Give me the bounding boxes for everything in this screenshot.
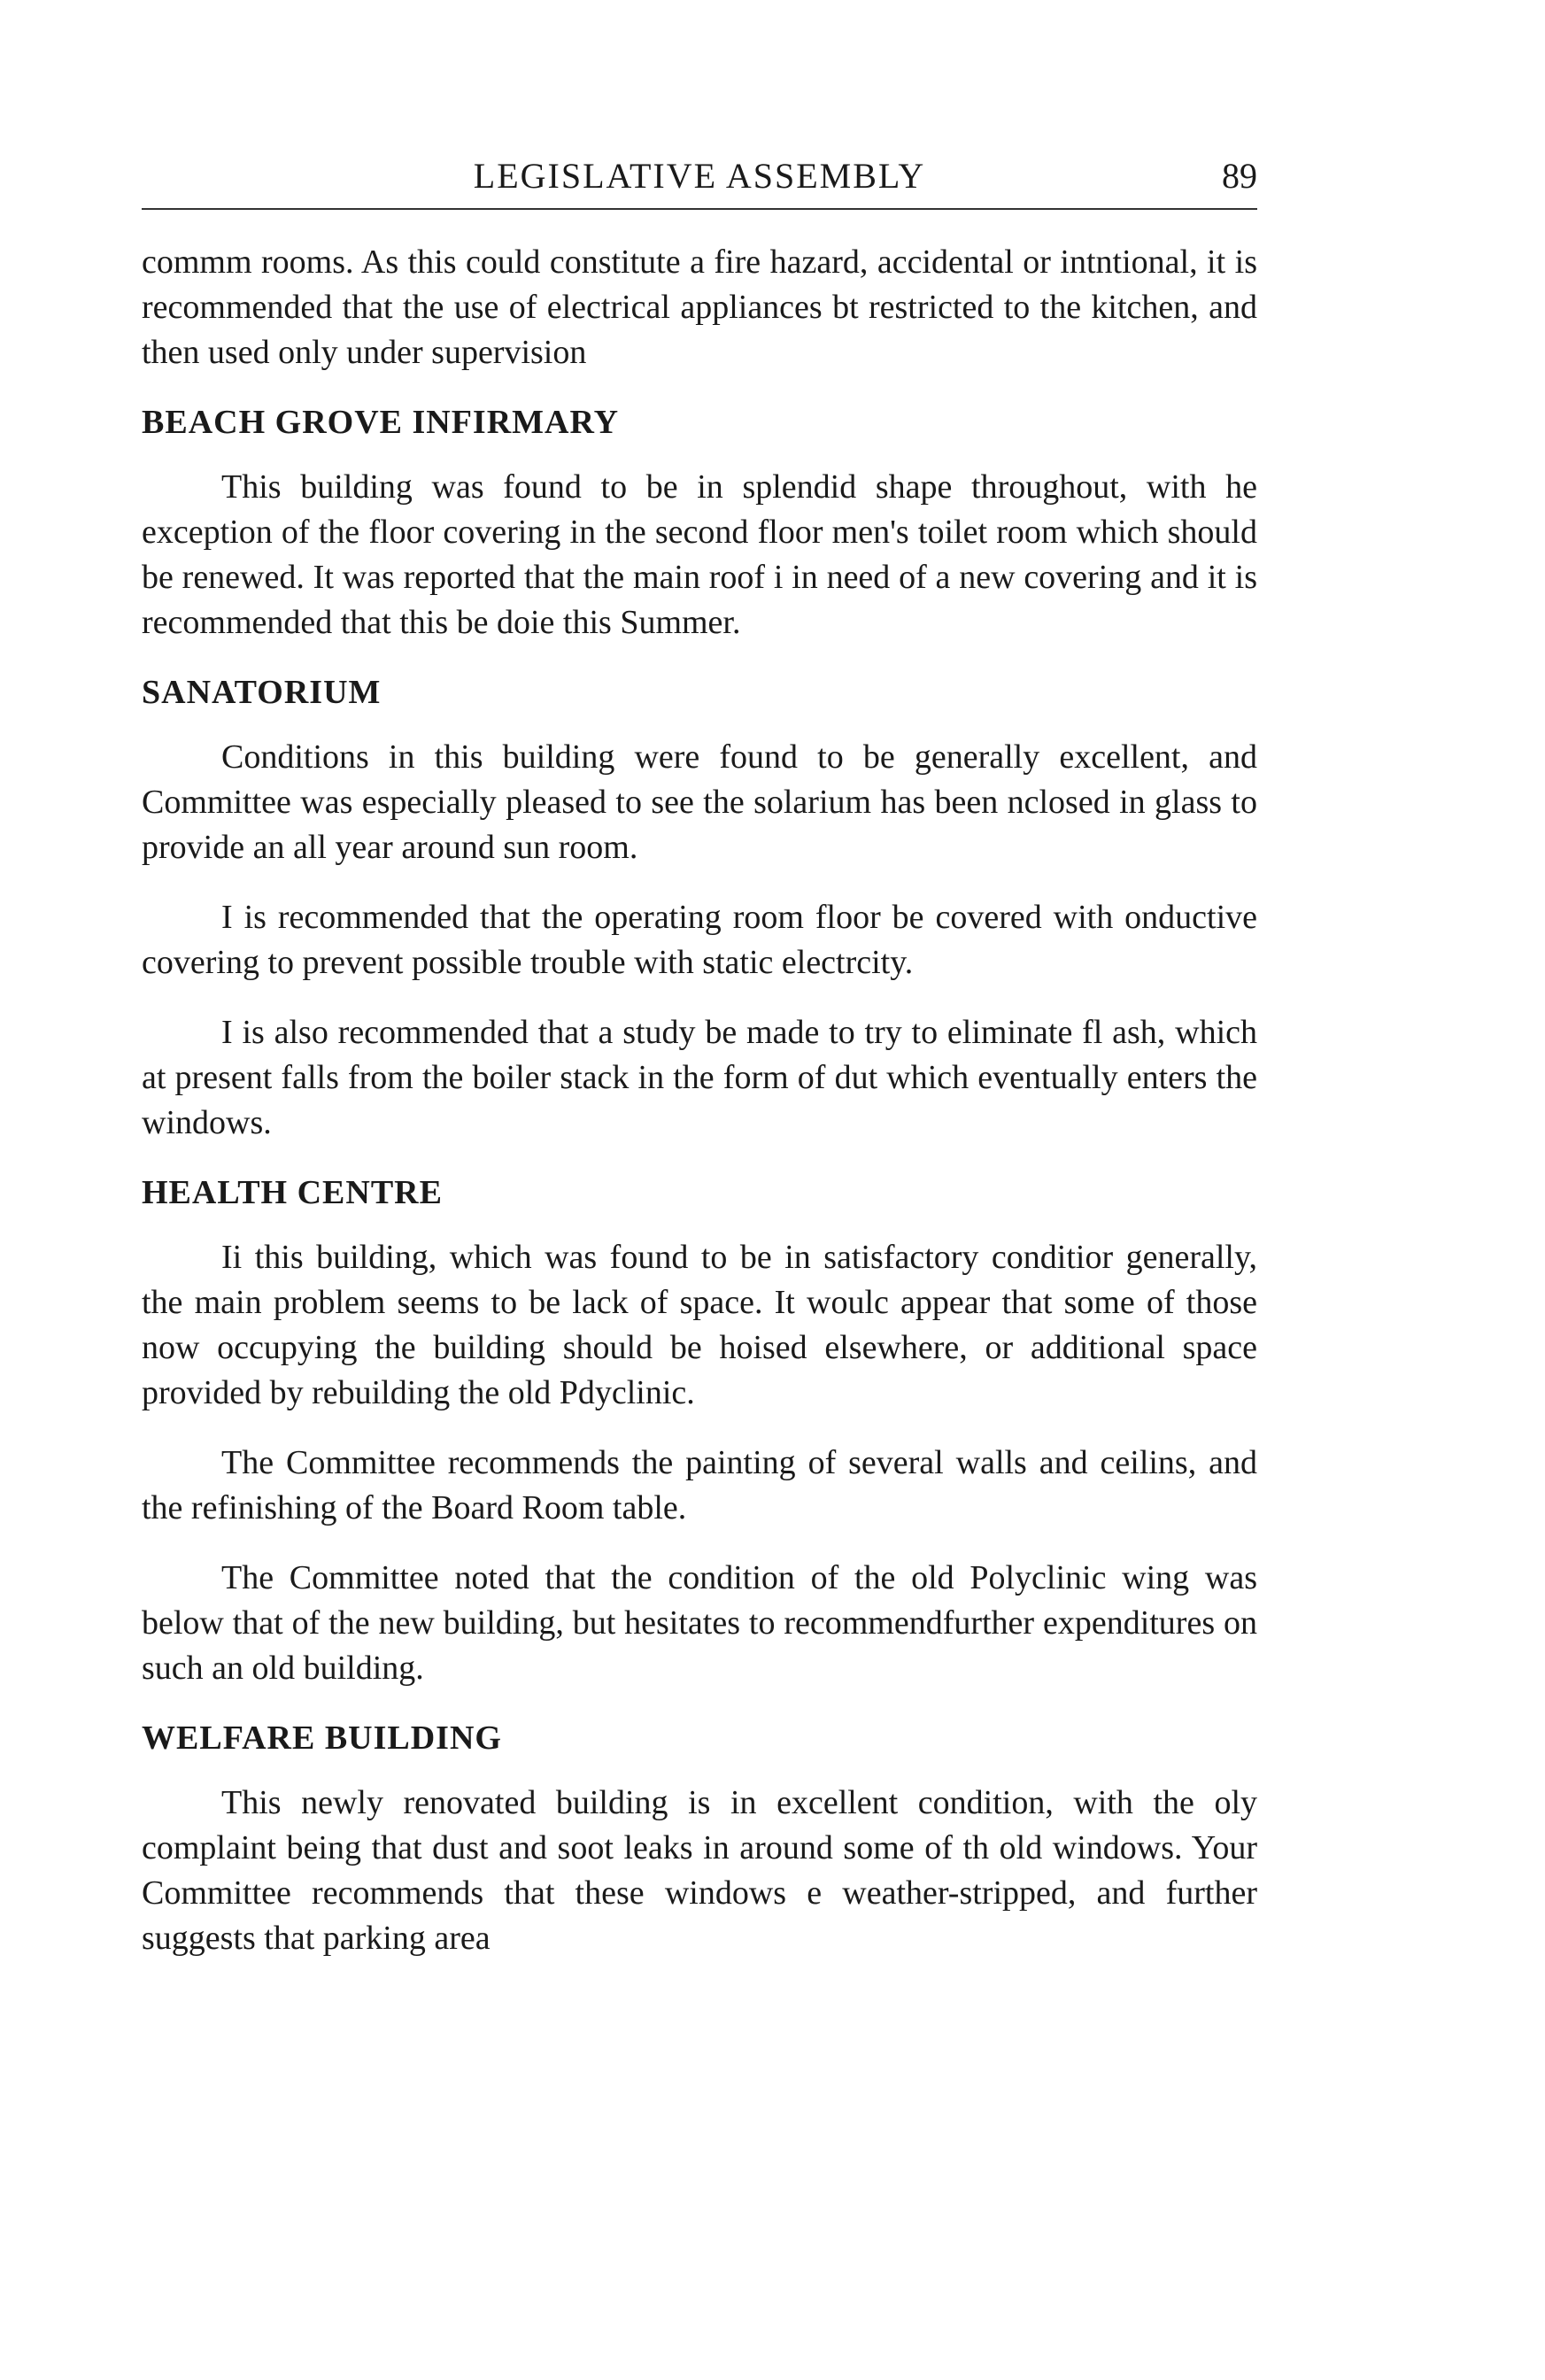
paragraph-health-centre-space: Ii this building, which was found to be in satisfactory conditior generally, the main problem seems to be lack of space. It woulc appear that some of those now occupying the building should be hoised elsewhere, or additional space provided by rebuilding the old Pdyclinic. — [142, 1239, 1257, 1411]
paragraph-sanatorium-fly-ash: I is also recommended that a study be made to try to eliminate fl ash, which at present falls from the boiler stack in the form of dut which eventually enters the windows. — [142, 1014, 1257, 1141]
paragraph-sanatorium-conditions: Conditions in this building were found to be generally excellent, and Committee was especially pleased to see the solarium has been nclosed in glass to provide an all year around sun room. — [142, 738, 1257, 866]
running-title: LEGISLATIVE ASSEMBLY — [473, 156, 926, 196]
paragraph-health-centre-polyclinic: The Committee noted that the condition of the old Polyclinic wing was below that of the new building, but hesitates to recommendfurther expenditures on such an old building. — [142, 1559, 1257, 1687]
section-heading-health-centre: HEALTH CENTRE — [142, 1174, 443, 1211]
paragraph-common-rooms: commm rooms. As this could constitute a fire hazard, accidental or intntional, it is recommended that the use of electrical appliances bt restricted to the kitchen, and then used only under supervision — [142, 243, 1257, 371]
page-number: 89 — [1222, 156, 1257, 196]
section-heading-sanatorium: SANATORIUM — [142, 674, 382, 711]
paragraph-health-centre-painting: The Committee recommends the painting of several walls and ceilins, and the refinishing of the Board Room table. — [142, 1444, 1257, 1526]
document-page — [142, 155, 1257, 1986]
paragraph-sanatorium-operating-room: I is recommended that the operating room floor be covered with onductive covering to prevent possible trouble with static electrcity. — [142, 899, 1257, 981]
section-heading-beach-grove-infirmary: BEACH GROVE INFIRMARY — [142, 404, 620, 441]
document-body — [142, 210, 1257, 1961]
paragraph-infirmary: This building was found to be in splendid shape throughout, with he exception of the floor covering in the second floor men's toilet room which should be renewed. It was reported that the main roof i in need of a new covering and it is recommended that this be doie this Summer. — [142, 468, 1257, 641]
paragraph-welfare-building: This newly renovated building is in excellent condition, with the oly complaint being that dust and soot leaks in around some of th old windows. Your Committee recommends that these windows e weather-stripped, and further suggests that parking area — [142, 1784, 1257, 1957]
running-header — [142, 155, 1257, 210]
section-heading-welfare-building: WELFARE BUILDING — [142, 1719, 502, 1757]
